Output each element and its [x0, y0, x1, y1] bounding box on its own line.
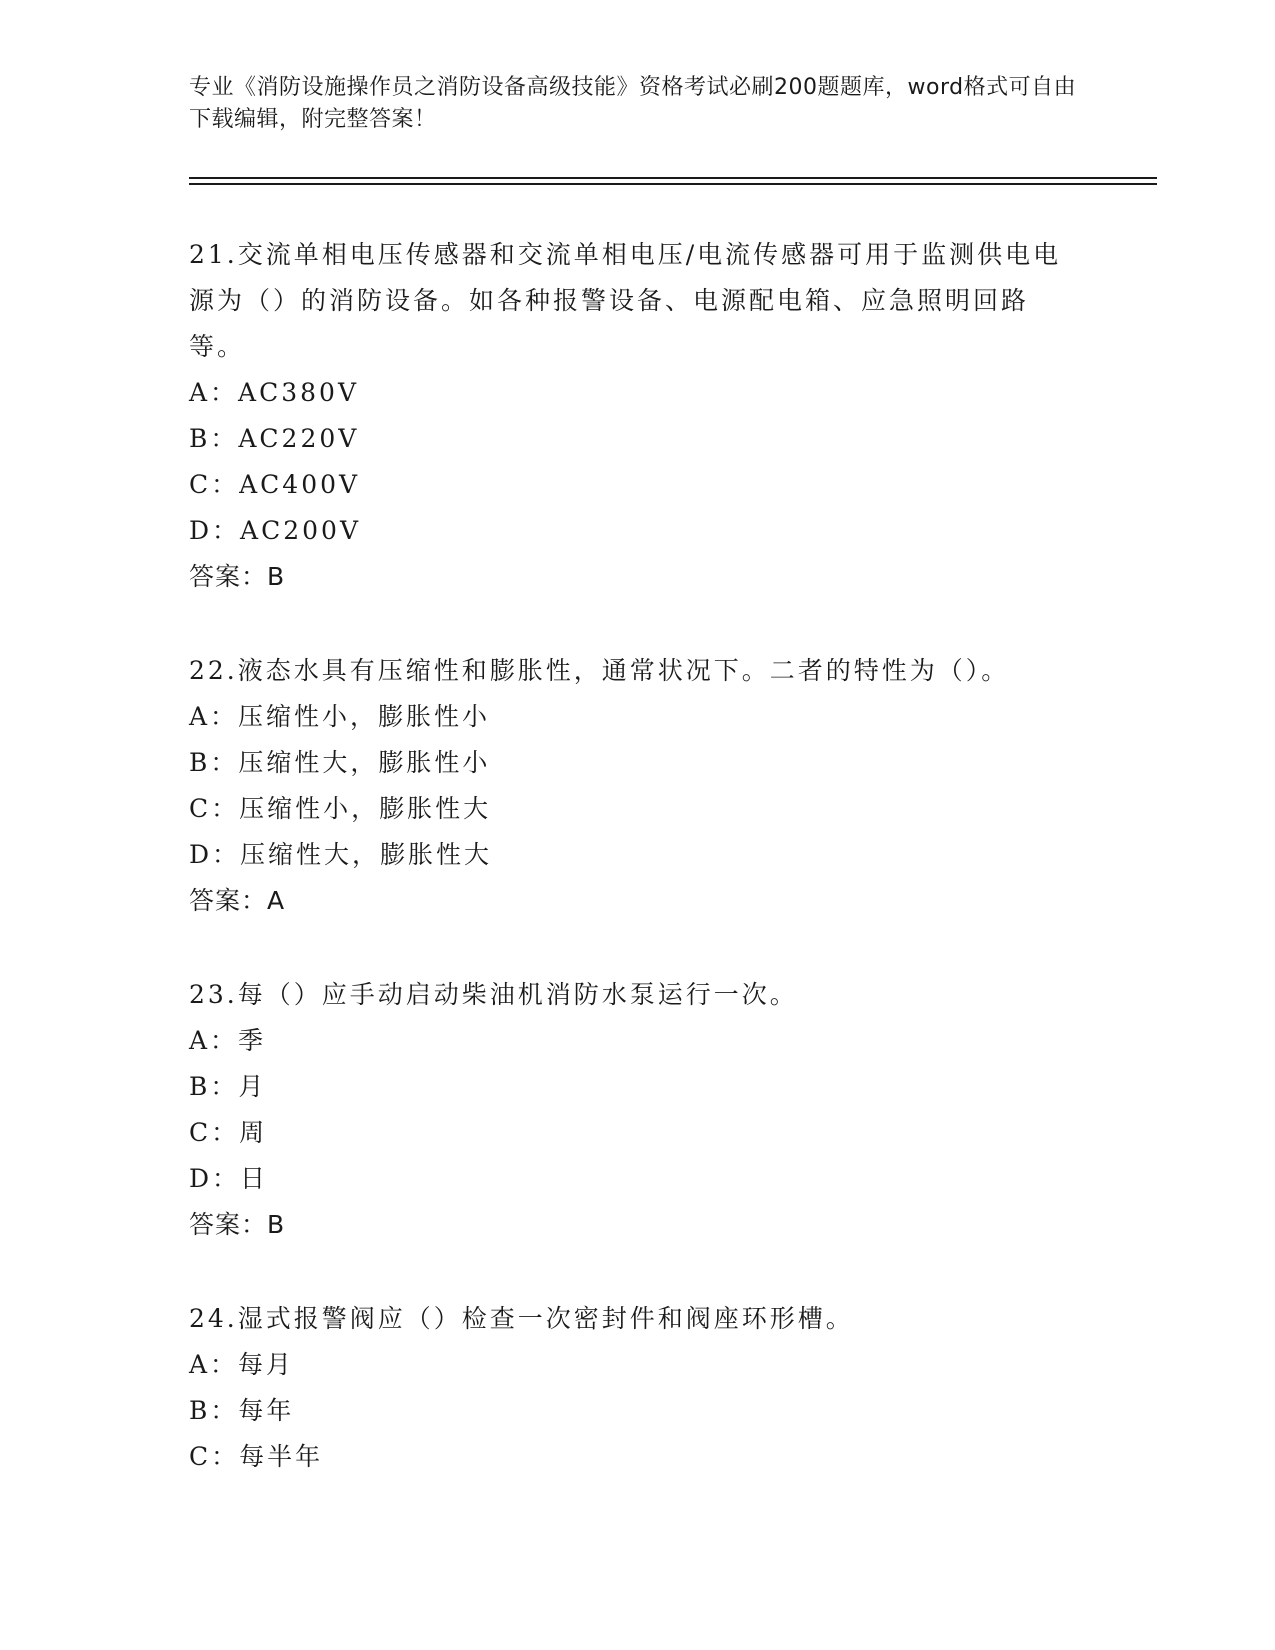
option-d: D：AC200V	[189, 516, 361, 545]
option-b: B：压缩性大，膨胀性小	[189, 748, 491, 777]
question-stem: 21.交流单相电压传感器和交流单相电压/电流传感器可用于监测供电电源为（）的消防设备。如各种报警设备、电源配电箱、应急照明回路等。	[189, 240, 1062, 361]
option-a: A：每月	[189, 1350, 295, 1379]
option-a: A：季	[189, 1026, 267, 1055]
option-b: B：AC220V	[189, 424, 360, 453]
question-stem: 23.每（）应手动启动柴油机消防水泵运行一次。	[189, 980, 798, 1009]
question-21	[189, 232, 1069, 600]
question-23	[189, 972, 1069, 1248]
answer: 答案：A	[189, 886, 286, 915]
option-a: A：AC380V	[189, 378, 360, 407]
option-a: A：压缩性小，膨胀性小	[189, 702, 491, 731]
option-c: C：每半年	[189, 1442, 324, 1471]
question-22	[189, 648, 1069, 924]
answer: 答案：B	[189, 1210, 286, 1239]
option-c: C：AC400V	[189, 470, 361, 499]
option-d: D：压缩性大，膨胀性大	[189, 840, 493, 869]
header-divider-bottom	[189, 183, 1157, 185]
answer: 答案：B	[189, 562, 286, 591]
question-24	[189, 1296, 1069, 1480]
option-d: D：日	[189, 1164, 269, 1193]
question-stem: 24.湿式报警阀应（）检查一次密封件和阀座环形槽。	[189, 1304, 854, 1333]
option-b: B：月	[189, 1072, 267, 1101]
document-header	[189, 72, 1089, 136]
question-stem: 22.液态水具有压缩性和膨胀性，通常状况下。二者的特性为（）。	[189, 656, 1010, 685]
header-text: 专业《消防设施操作员之消防设备高级技能》资格考试必刷200题题库，word格式可自由下载编辑，附完整答案！	[189, 75, 1077, 132]
header-divider-top	[189, 177, 1157, 179]
option-c: C：压缩性小，膨胀性大	[189, 794, 492, 823]
option-b: B：每年	[189, 1396, 295, 1425]
option-c: C：周	[189, 1118, 268, 1147]
question-list	[189, 232, 1069, 1528]
